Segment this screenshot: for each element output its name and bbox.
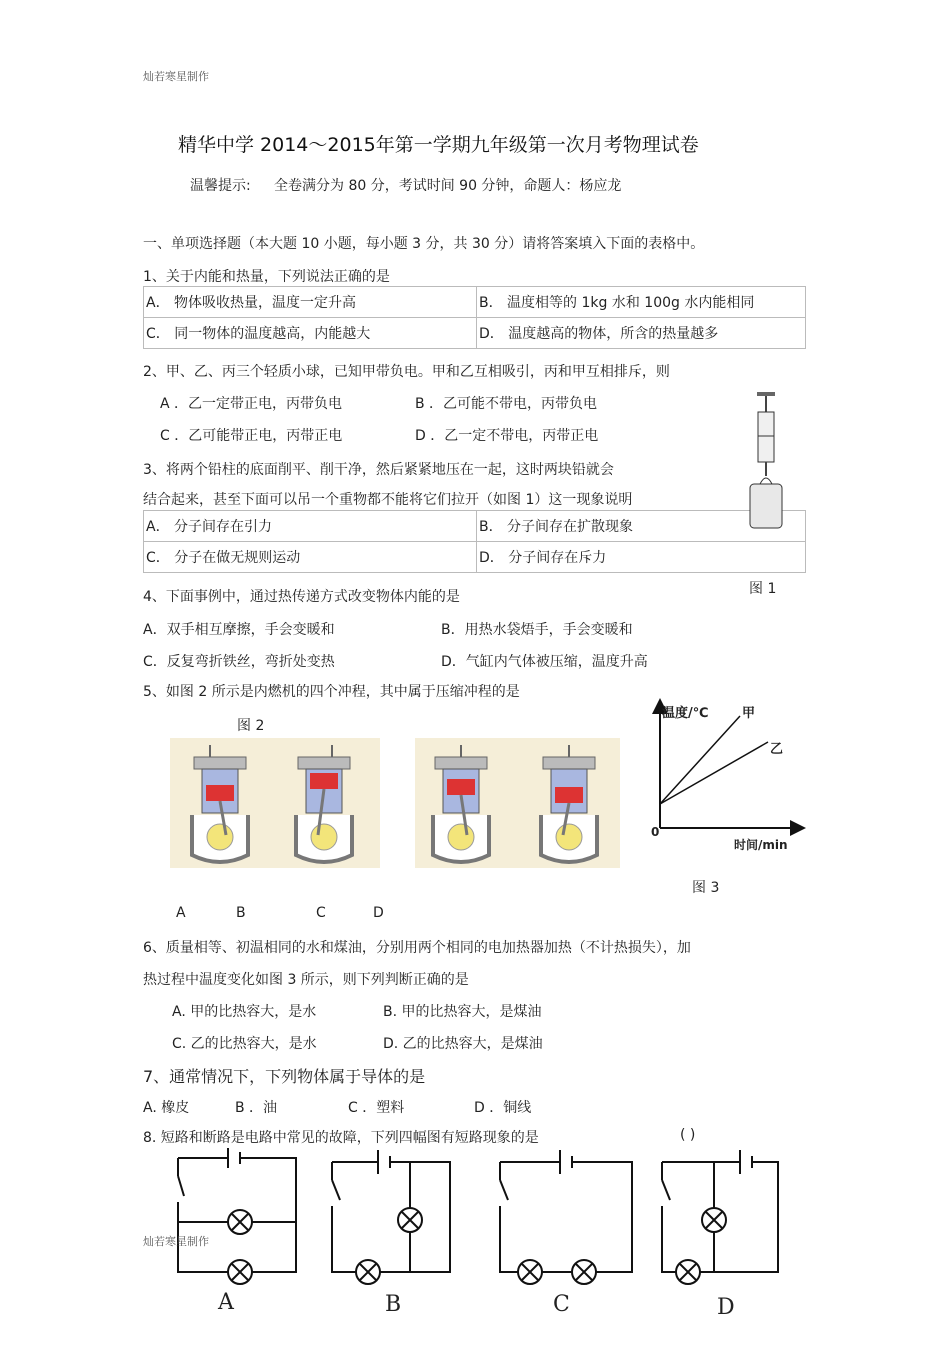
q3-options-table: [143, 510, 806, 573]
q7-option-c: C ．塑料: [348, 1100, 405, 1116]
q4-stem: 4、下面事例中，通过热传递方式改变物体内能的是: [143, 589, 460, 605]
figure-3-line-jia-label: 甲: [742, 706, 756, 721]
figure-1-caption: 图 1: [749, 581, 777, 597]
q4-option-a: A．双手相互摩擦，手会变暖和: [143, 622, 335, 638]
tip-text: 全卷满分为 80 分，考试时间 90 分钟，命题人：杨应龙: [274, 178, 622, 194]
q1-options-table: [143, 286, 806, 349]
q3-stem-line2: 结合起来，甚至下面可以吊一个重物都不能将它们拉开（如图 1）这一现象说明: [143, 492, 633, 508]
q2-option-c: C ．乙可能带正电，丙带正电: [160, 428, 343, 444]
circuit-a: [178, 1148, 296, 1284]
figure-8-label-d: D: [717, 1295, 735, 1320]
q6-option-d: D. 乙的比热容大，是煤油: [383, 1036, 543, 1052]
q3-option-b: B． 分子间存在扩散现象: [477, 511, 806, 542]
figure-3-caption: 图 3: [692, 880, 720, 896]
engine-a: [192, 745, 248, 862]
q7-option-b: B ．油: [235, 1100, 278, 1116]
q1-option-d: D． 温度越高的物体，所含的热量越多: [477, 318, 806, 349]
engine-c: [433, 745, 489, 862]
q7-option-a: A. 橡皮: [143, 1100, 190, 1116]
circuit-c: [500, 1150, 632, 1284]
engine-a-b-illustration: [170, 738, 380, 868]
q3-stem-line1: 3、将两个铅柱的底面削平、削干净，然后紧紧地压在一起，这时两块铅就会: [143, 462, 614, 478]
q7-option-d: D ．铜线: [474, 1100, 532, 1116]
q4-option-b: B．用热水袋焐手，手会变暖和: [441, 622, 633, 638]
q1-option-b: B． 温度相等的 1kg 水和 100g 水内能相同: [477, 287, 806, 318]
figure-8-label-b: B: [385, 1292, 402, 1317]
figure-2-caption: 图 2: [237, 718, 265, 734]
q3-option-a: A． 分子间存在引力: [144, 511, 477, 542]
q7-stem: 7、通常情况下，下列物体属于导体的是: [143, 1067, 426, 1086]
figure-3-ylabel: 温度/℃: [662, 706, 709, 721]
header-maker: 灿若寒星制作: [143, 70, 209, 83]
q8-answer-blank: ( ): [680, 1127, 696, 1143]
q6-option-b: B. 甲的比热容大，是煤油: [383, 1004, 542, 1020]
exam-title: 精华中学 2014～2015年第一学期九年级第一次月考物理试卷: [178, 134, 699, 156]
line-jia: [660, 716, 740, 804]
q2-option-a: A ．乙一定带正电，丙带负电: [160, 396, 343, 412]
circuit-d: [662, 1150, 778, 1284]
footer-maker: 灿若寒星制作: [143, 1235, 209, 1248]
engine-c-d-illustration: [415, 738, 620, 868]
figure-3-origin: 0: [651, 825, 660, 839]
figure-3-xlabel: 时间/min: [734, 838, 788, 852]
figure-2-label-b: B: [236, 905, 246, 921]
q8-stem: 8. 短路和断路是电路中常见的故障，下列四幅图有短路现象的是: [143, 1130, 539, 1146]
q1-stem: 1、关于内能和热量，下列说法正确的是: [143, 269, 390, 285]
section-heading: 一、单项选择题（本大题 10 小题，每小题 3 分，共 30 分）请将答案填入下面的表格中。: [143, 236, 705, 252]
circuit-b: [332, 1150, 450, 1284]
q1-option-a: A． 物体吸收热量，温度一定升高: [144, 287, 477, 318]
figure-2-panel-left: [170, 738, 380, 868]
figure-8-label-a: A: [218, 1290, 234, 1315]
q3-option-d: D． 分子间存在斥力: [477, 542, 806, 573]
q6-option-c: C. 乙的比热容大，是水: [172, 1036, 317, 1052]
line-yi: [660, 742, 768, 804]
figure-1-lead-cylinders: [745, 392, 785, 532]
engine-b: [296, 745, 352, 862]
q3-option-c: C． 分子在做无规则运动: [144, 542, 477, 573]
figure-3-line-yi-label: 乙: [770, 742, 784, 757]
q2-option-b: B ．乙可能不带电，丙带负电: [415, 396, 598, 412]
figure-2-label-d: D: [373, 905, 384, 921]
q2-stem: 2、甲、乙、丙三个轻质小球，已知甲带负电。甲和乙互相吸引，丙和甲互相排斥，则: [143, 364, 670, 380]
q4-option-d: D．气缸内气体被压缩，温度升高: [441, 654, 648, 670]
q5-stem: 5、如图 2 所示是内燃机的四个冲程，其中属于压缩冲程的是: [143, 684, 520, 700]
q4-option-c: C．反复弯折铁丝，弯折处变热: [143, 654, 335, 670]
q1-option-c: C． 同一物体的温度越高，内能越大: [144, 318, 477, 349]
tip-label: 温馨提示:: [190, 178, 251, 194]
q6-option-a: A. 甲的比热容大，是水: [172, 1004, 317, 1020]
figure-2-label-c: C: [316, 905, 326, 921]
q2-option-d: D ．乙一定不带电，丙带正电: [415, 428, 599, 444]
figure-8-label-c: C: [553, 1292, 570, 1317]
figure-2-panel-right: [415, 738, 620, 868]
q6-stem-line2: 热过程中温度变化如图 3 所示，则下列判断正确的是: [143, 972, 469, 988]
q6-stem-line1: 6、质量相等、初温相同的水和煤油，分别用两个相同的电加热器加热（不计热损失），加: [143, 940, 691, 956]
engine-d: [541, 745, 597, 862]
figure-2-label-a: A: [176, 905, 186, 921]
